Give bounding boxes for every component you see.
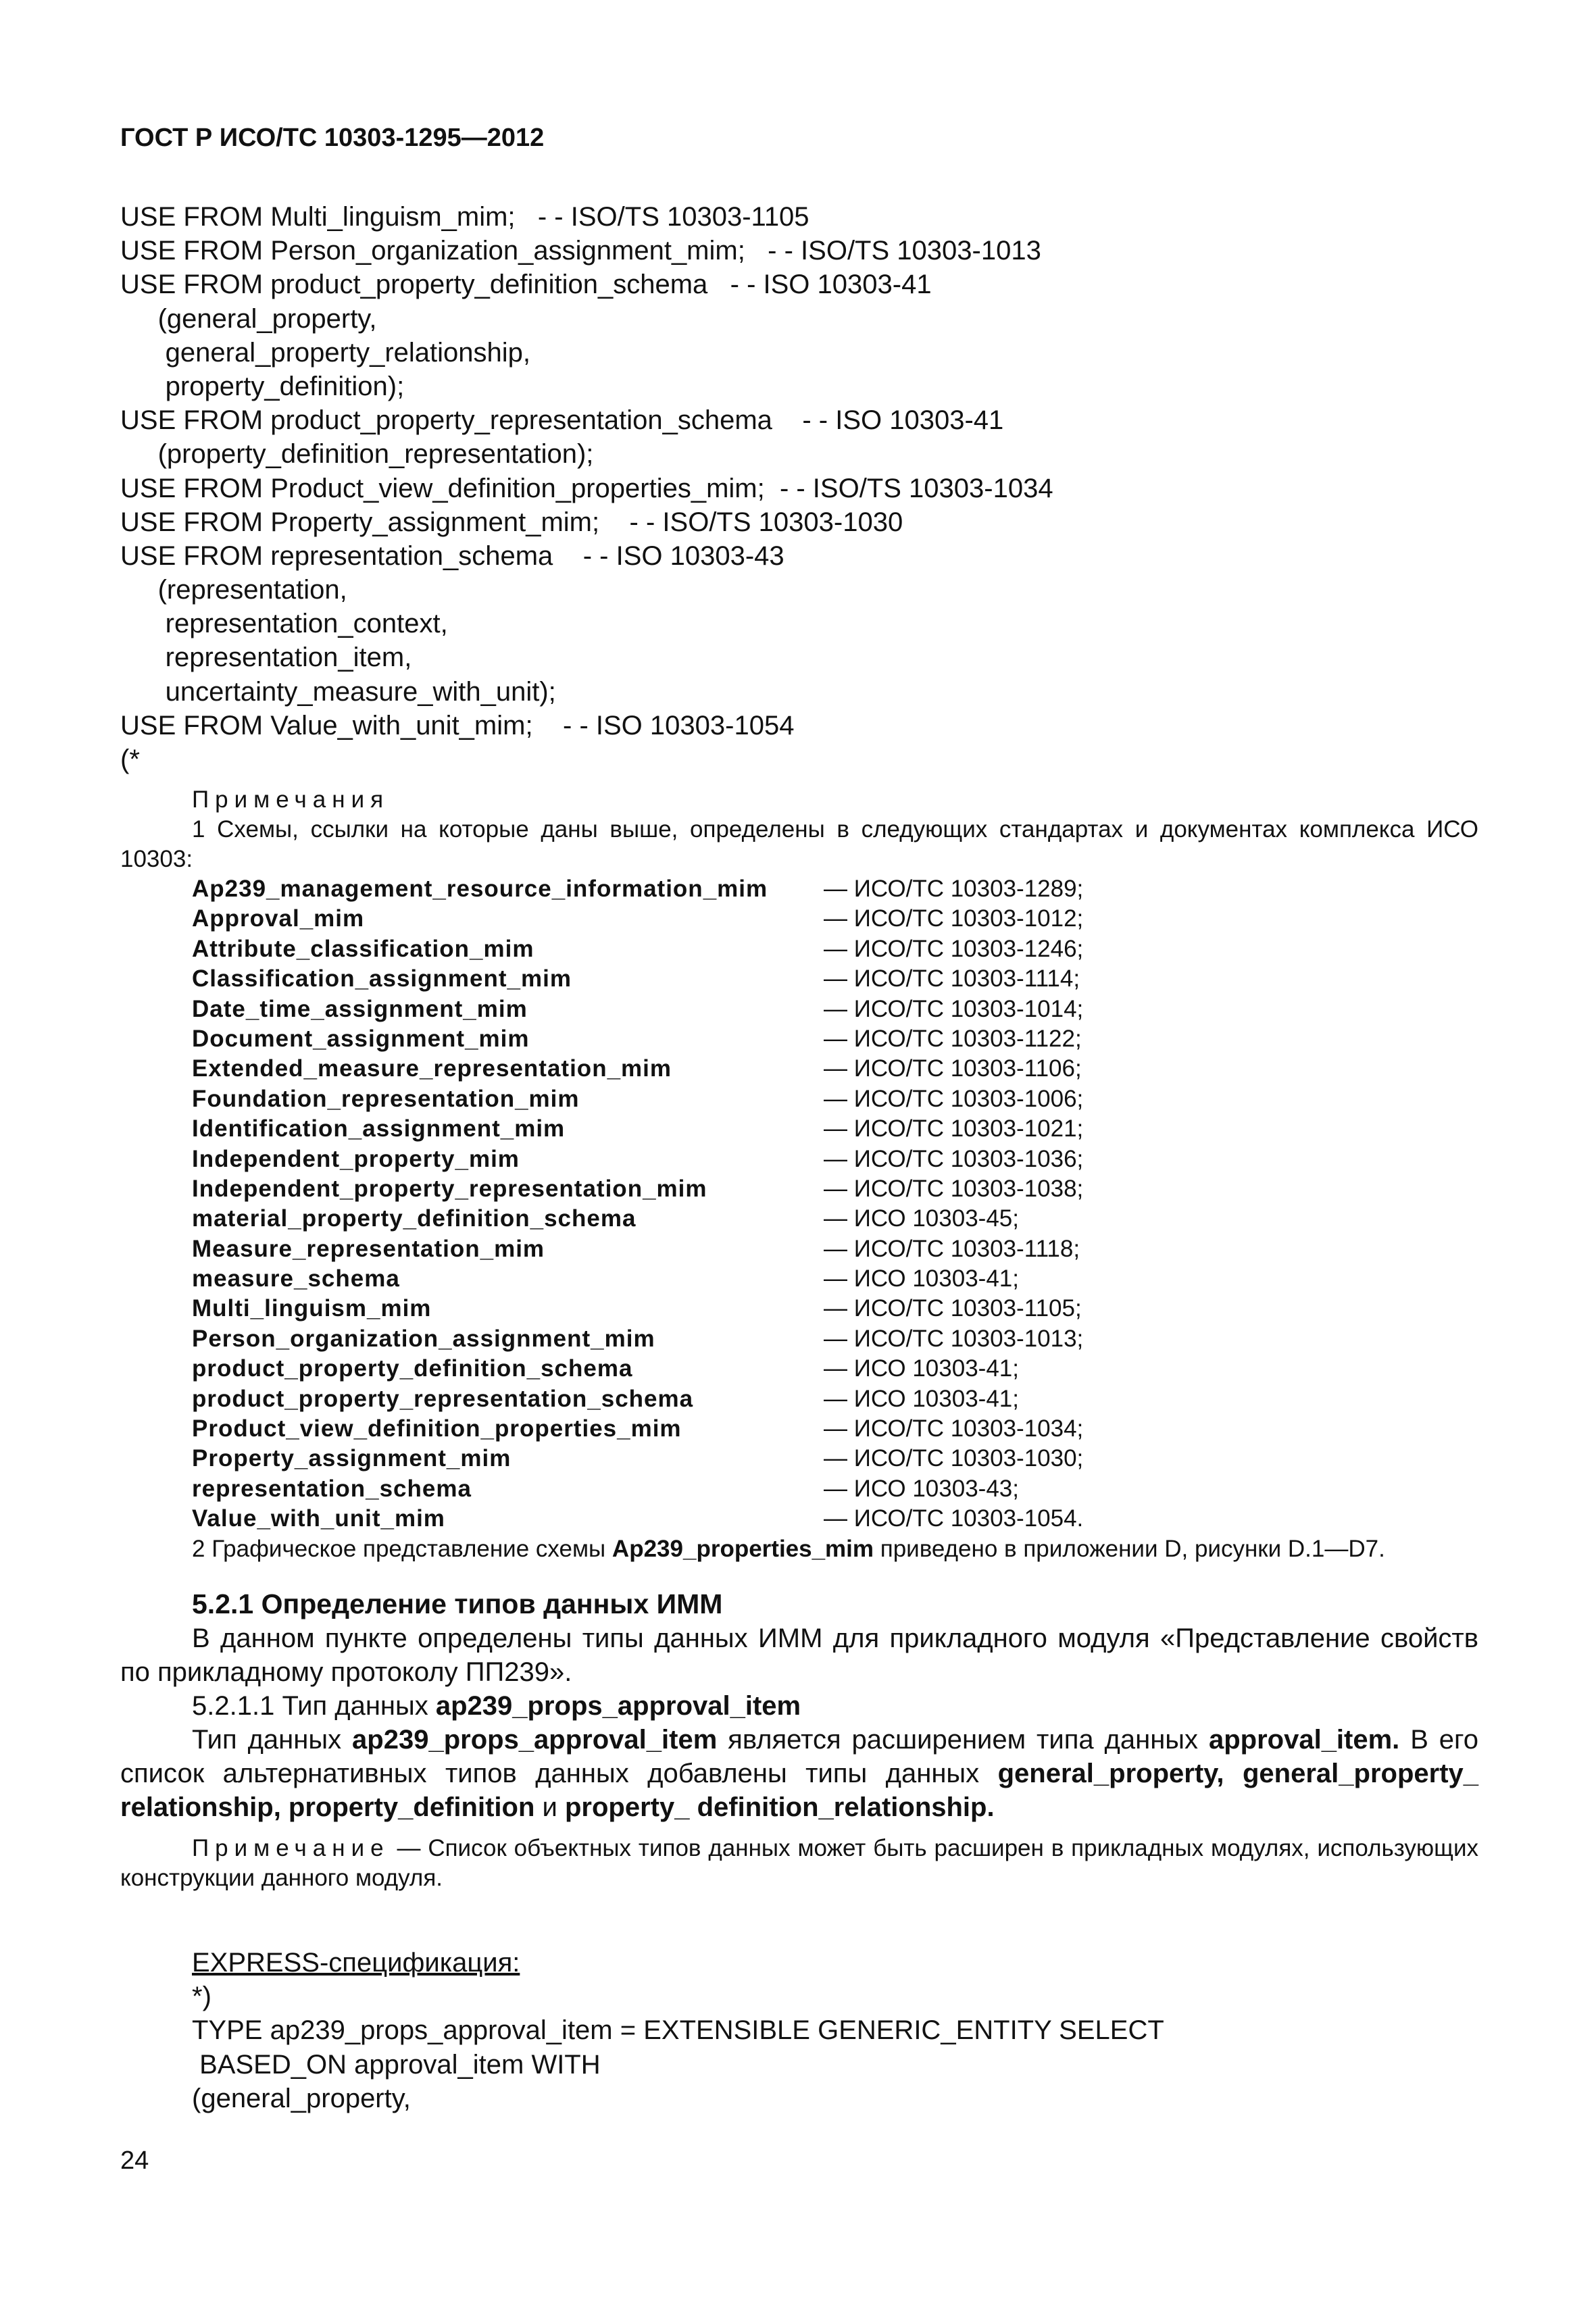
schema-ref: — ИСО/ТС 10303-1036; xyxy=(824,1145,1084,1172)
use-from-code-block xyxy=(120,200,1472,776)
schema-name: Independent_property_representation_mim xyxy=(192,1175,707,1202)
note-2-text-end: приведено в приложении D, рисунки D.1—D7. xyxy=(874,1535,1385,1562)
schema-name: Value_with_unit_mim xyxy=(192,1505,445,1532)
schema-ref: — ИСО/ТС 10303-1246; xyxy=(824,935,1084,962)
schema-row xyxy=(192,904,1478,934)
schema-name: material_property_definition_schema xyxy=(192,1205,637,1232)
schema-list xyxy=(120,874,1478,1534)
schema-name: Attribute_classification_mim xyxy=(192,935,534,962)
note-2-schema: Ap239_properties_mim xyxy=(612,1535,874,1562)
note-2 xyxy=(120,1534,1478,1564)
code-line: (property_definition_representation); xyxy=(120,439,594,470)
schema-ref: — ИСО/ТС 10303-1122; xyxy=(824,1025,1082,1052)
schema-name: Measure_representation_mim xyxy=(192,1235,545,1262)
code-line: (representation, xyxy=(120,575,347,605)
code-line: USE FROM Product_view_definition_properties_mim; - - ISO/TS 10303-1034 xyxy=(120,473,1053,503)
schema-name: representation_schema xyxy=(192,1475,472,1502)
text-run: является расширением типа данных xyxy=(717,1725,1209,1755)
schema-name: Property_assignment_mim xyxy=(192,1445,512,1472)
note-1: 1 Схемы, ссылки на которые даны выше, определены в следующих стандартах и документах комплекса ИСО 10303: xyxy=(120,816,1478,872)
express-block xyxy=(192,1946,1164,2115)
schema-ref: — ИСО/ТС 10303-1114; xyxy=(824,965,1080,992)
schema-row xyxy=(192,1084,1478,1114)
schema-row xyxy=(192,1324,1478,1354)
express-line: (general_property, xyxy=(192,2083,411,2113)
schema-row xyxy=(192,1384,1478,1414)
section-body xyxy=(120,1586,1478,1893)
schema-ref: — ИСО 10303-41; xyxy=(824,1355,1019,1382)
code-line: (* xyxy=(120,745,140,774)
subsection-heading xyxy=(120,1689,1478,1723)
section-intro: В данном пункте определены типы данных ИММ для прикладного модуля «Представление свойств по прикладному протоколу ПП239». xyxy=(120,1624,1478,1687)
subsection-prefix: 5.2.1.1 Тип данных xyxy=(192,1691,436,1721)
note-2-text: 2 Графическое представление схемы xyxy=(192,1535,612,1562)
schema-ref: — ИСО/ТС 10303-1034; xyxy=(824,1415,1084,1442)
schema-row xyxy=(192,874,1478,904)
schema-row xyxy=(192,1294,1478,1324)
schema-ref: — ИСО/ТС 10303-1030; xyxy=(824,1445,1084,1472)
schema-row xyxy=(192,1024,1478,1054)
code-line: USE FROM representation_schema - - ISO 10303-43 xyxy=(120,540,784,571)
schema-name: Foundation_representation_mim xyxy=(192,1085,580,1112)
express-line: TYPE ap239_props_approval_item = EXTENSIBLE GENERIC_ENTITY SELECT xyxy=(192,2015,1164,2046)
express-line: BASED_ON approval_item WITH xyxy=(192,2049,601,2080)
schema-ref: — ИСО 10303-45; xyxy=(824,1205,1019,1232)
text-run-bold: approval_item. xyxy=(1208,1725,1400,1755)
code-line: USE FROM Value_with_unit_mim; - - ISO 10303-1054 xyxy=(120,710,795,740)
schema-row xyxy=(192,934,1478,964)
schema-row xyxy=(192,1204,1478,1234)
code-line: USE FROM Person_organization_assignment_mim; - - ISO/TS 10303-1013 xyxy=(120,236,1041,266)
code-line: general_property_relationship, xyxy=(120,337,531,368)
code-line: (general_property, xyxy=(120,303,377,334)
express-line: *) xyxy=(192,1982,211,2012)
text-run-bold: general_property, general_property_ relationship, property_definition xyxy=(120,1759,1479,1822)
code-line: USE FROM Multi_linguism_mim; - - ISO/TS 10303-1105 xyxy=(120,202,809,232)
note-text: — Список объектных типов данных может быть расширен в прикладных модулях, использующих конструкции данного модуля. xyxy=(120,1835,1478,1891)
schema-name: product_property_definition_schema xyxy=(192,1355,633,1382)
schema-name: Product_view_definition_properties_mim xyxy=(192,1415,682,1442)
subsection-type-name: ap239_props_approval_item xyxy=(435,1691,801,1721)
notes-title: Примечания xyxy=(192,786,390,813)
schema-row xyxy=(192,1474,1478,1504)
schema-ref: — ИСО/ТС 10303-1006; xyxy=(824,1085,1084,1112)
schema-name: Date_time_assignment_mim xyxy=(192,995,528,1022)
schema-name: Classification_assignment_mim xyxy=(192,965,572,992)
code-line: USE FROM product_property_definition_schema - - ISO 10303-41 xyxy=(120,270,932,300)
schema-ref: — ИСО/ТС 10303-1021; xyxy=(824,1115,1084,1142)
schema-row xyxy=(192,1114,1478,1144)
notes-block xyxy=(120,785,1478,1564)
schema-row xyxy=(192,1234,1478,1264)
page-number: 24 xyxy=(120,2146,149,2175)
schema-ref: — ИСО/ТС 10303-1289; xyxy=(824,876,1084,902)
schema-name: Document_assignment_mim xyxy=(192,1025,530,1052)
section-note xyxy=(120,1834,1478,1893)
code-line: USE FROM Property_assignment_mim; - - ISO/TS 10303-1030 xyxy=(120,507,903,537)
code-line: USE FROM product_property_representation_schema - - ISO 10303-41 xyxy=(120,405,1004,436)
schema-ref: — ИСО 10303-41; xyxy=(824,1385,1019,1412)
schema-row xyxy=(192,1174,1478,1204)
schema-ref: — ИСО/ТС 10303-1014; xyxy=(824,995,1084,1022)
code-line: property_definition); xyxy=(120,371,405,401)
schema-ref: — ИСО 10303-43; xyxy=(824,1475,1019,1502)
schema-name: measure_schema xyxy=(192,1265,400,1292)
code-line: uncertainty_measure_with_unit); xyxy=(120,676,556,707)
schema-name: Ap239_management_resource_information_mim xyxy=(192,876,768,902)
schema-name: Independent_property_mim xyxy=(192,1145,520,1172)
text-run-bold: property_ definition_relationship. xyxy=(564,1792,995,1822)
section-heading: 5.2.1 Определение типов данных ИММ xyxy=(192,1588,723,1619)
schema-row xyxy=(192,1444,1478,1474)
schema-name: Identification_assignment_mim xyxy=(192,1115,566,1142)
schema-name: Multi_linguism_mim xyxy=(192,1295,432,1322)
schema-ref: — ИСО 10303-41; xyxy=(824,1265,1019,1292)
schema-name: product_property_representation_schema xyxy=(192,1385,694,1412)
text-run: Тип данных xyxy=(192,1725,353,1755)
text-run: и xyxy=(534,1792,565,1822)
schema-row xyxy=(192,1414,1478,1444)
schema-row xyxy=(192,1054,1478,1084)
schema-name: Approval_mim xyxy=(192,905,365,932)
schema-row xyxy=(192,964,1478,994)
document-header: ГОСТ Р ИСО/ТС 10303-1295—2012 xyxy=(120,124,545,152)
type-description xyxy=(120,1723,1478,1824)
code-line: representation_context, xyxy=(120,609,448,639)
schema-ref: — ИСО/ТС 10303-1012; xyxy=(824,905,1084,932)
schema-row xyxy=(192,1354,1478,1384)
schema-ref: — ИСО/ТС 10303-1106; xyxy=(824,1055,1082,1082)
schema-ref: — ИСО/ТС 10303-1105; xyxy=(824,1295,1082,1322)
schema-ref: — ИСО/ТС 10303-1054. xyxy=(824,1505,1084,1532)
schema-row xyxy=(192,1504,1478,1534)
express-label: EXPRESS-спецификация: xyxy=(192,1948,520,1978)
text-run-bold: ap239_props_approval_item xyxy=(352,1725,718,1755)
schema-name: Person_organization_assignment_mim xyxy=(192,1325,655,1352)
schema-ref: — ИСО/ТС 10303-1038; xyxy=(824,1175,1084,1202)
code-line: representation_item, xyxy=(120,643,412,673)
schema-row xyxy=(192,1145,1478,1174)
schema-ref: — ИСО/ТС 10303-1013; xyxy=(824,1325,1084,1352)
schema-row xyxy=(192,995,1478,1024)
schema-name: Extended_measure_representation_mim xyxy=(192,1055,672,1082)
schema-row xyxy=(192,1264,1478,1294)
note-label: Примечание xyxy=(192,1835,390,1861)
text-run: В его список альтернативных типов данных добавлены типы данных xyxy=(120,1725,1479,1788)
schema-ref: — ИСО/ТС 10303-1118; xyxy=(824,1235,1080,1262)
